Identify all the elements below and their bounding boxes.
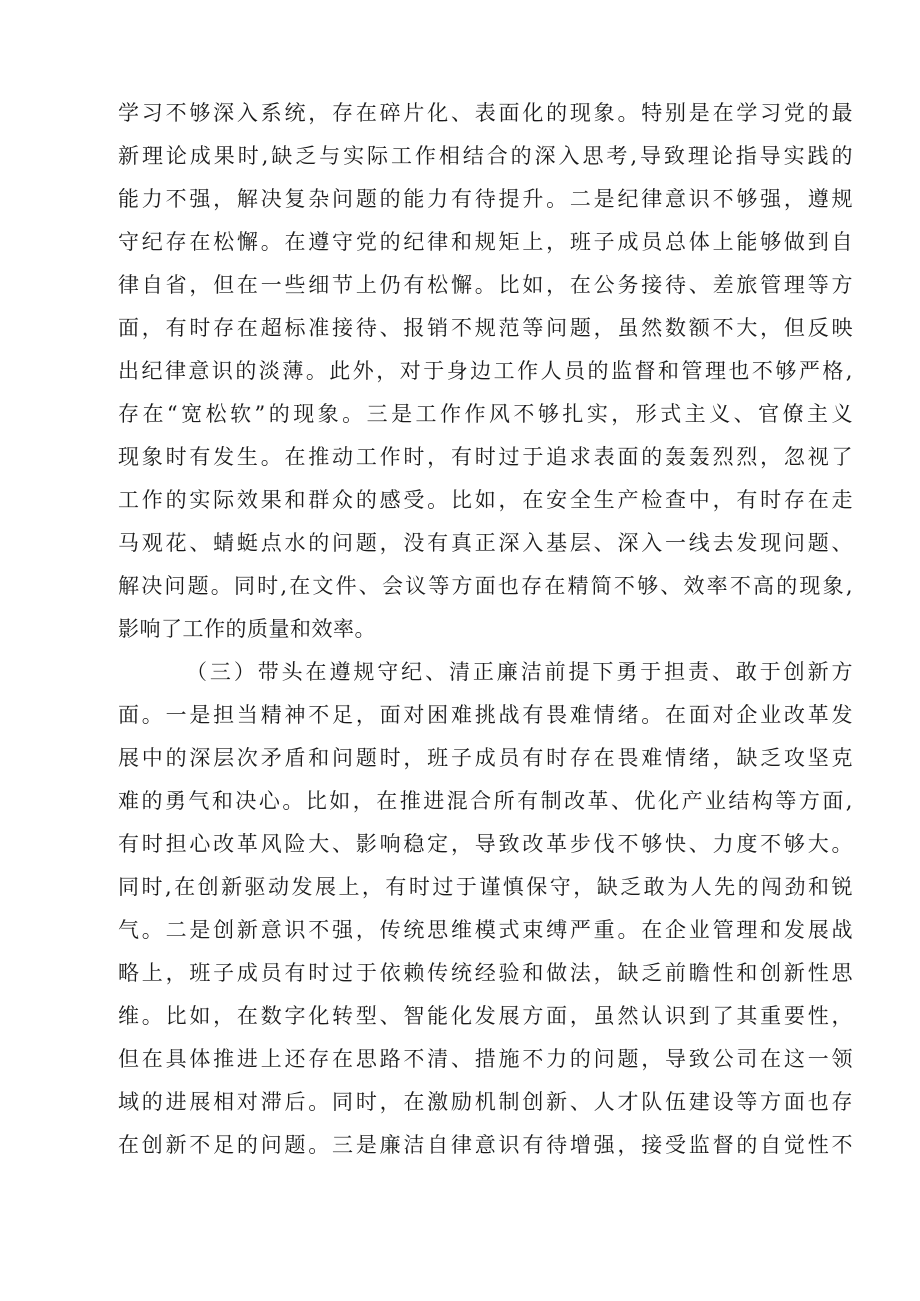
paragraph-1	[118, 92, 853, 651]
text-line: 新理论成果时,缺乏与实际工作相结合的深入思考,导致理论指导实践的	[118, 144, 853, 168]
text-line: 工作的实际效果和群众的感受。比如，在安全生产检查中，有时存在走	[118, 488, 853, 512]
paragraph-2	[118, 651, 853, 1167]
text-line: 面。一是担当精神不足，面对困难挑战有畏难情绪。在面对企业改革发	[118, 703, 853, 727]
text-line: 维。比如，在数字化转型、智能化发展方面，虽然认识到了其重要性，	[118, 1004, 853, 1028]
text-line: 解决问题。同时,在文件、会议等方面也存在精简不够、效率不高的现象,	[118, 574, 853, 598]
text-line: 在创新不足的问题。三是廉洁自律意识有待增强，接受监督的自觉性不	[118, 1133, 853, 1157]
text-line: 有时担心改革风险大、影响稳定，导致改革步伐不够快、力度不够大。	[118, 832, 853, 856]
document-body	[118, 92, 853, 1167]
text-line: 出纪律意识的淡薄。此外，对于身边工作人员的监督和管理也不够严格,	[118, 359, 853, 383]
text-line: 守纪存在松懈。在遵守党的纪律和规矩上，班子成员总体上能够做到自	[118, 230, 853, 254]
text-line: 气。二是创新意识不强，传统思维模式束缚严重。在企业管理和发展战	[118, 918, 853, 942]
text-line: 影响了工作的质量和效率。	[118, 617, 376, 641]
text-line: 马观花、蜻蜓点水的问题，没有真正深入基层、深入一线去发现问题、	[118, 531, 853, 555]
text-line: 难的勇气和决心。比如，在推进混合所有制改革、优化产业结构等方面,	[118, 789, 853, 813]
text-line: 能力不强，解决复杂问题的能力有待提升。二是纪律意识不够强，遵规	[118, 187, 853, 211]
text-line: 面，有时存在超标准接待、报销不规范等问题，虽然数额不大，但反映	[118, 316, 853, 340]
text-line: 展中的深层次矛盾和问题时，班子成员有时存在畏难情绪，缺乏攻坚克	[118, 746, 853, 770]
text-line: 存在“宽松软”的现象。三是工作作风不够扎实，形式主义、官僚主义	[118, 402, 853, 426]
text-line: 同时,在创新驱动发展上，有时过于谨慎保守，缺乏敢为人先的闯劲和锐	[118, 875, 853, 899]
text-line: 学习不够深入系统，存在碎片化、表面化的现象。特别是在学习党的最	[118, 101, 853, 125]
section-heading-line: （三）带头在遵规守纪、清正廉洁前提下勇于担责、敢于创新方	[186, 660, 853, 684]
text-line: 域的进展相对滞后。同时，在激励机制创新、人才队伍建设等方面也存	[118, 1090, 853, 1114]
text-line: 现象时有发生。在推动工作时，有时过于追求表面的轰轰烈烈，忽视了	[118, 445, 853, 469]
text-line: 但在具体推进上还存在思路不清、措施不力的问题，导致公司在这一领	[118, 1047, 853, 1071]
text-line: 略上，班子成员有时过于依赖传统经验和做法，缺乏前瞻性和创新性思	[118, 961, 853, 985]
text-line: 律自省，但在一些细节上仍有松懈。比如，在公务接待、差旅管理等方	[118, 273, 853, 297]
